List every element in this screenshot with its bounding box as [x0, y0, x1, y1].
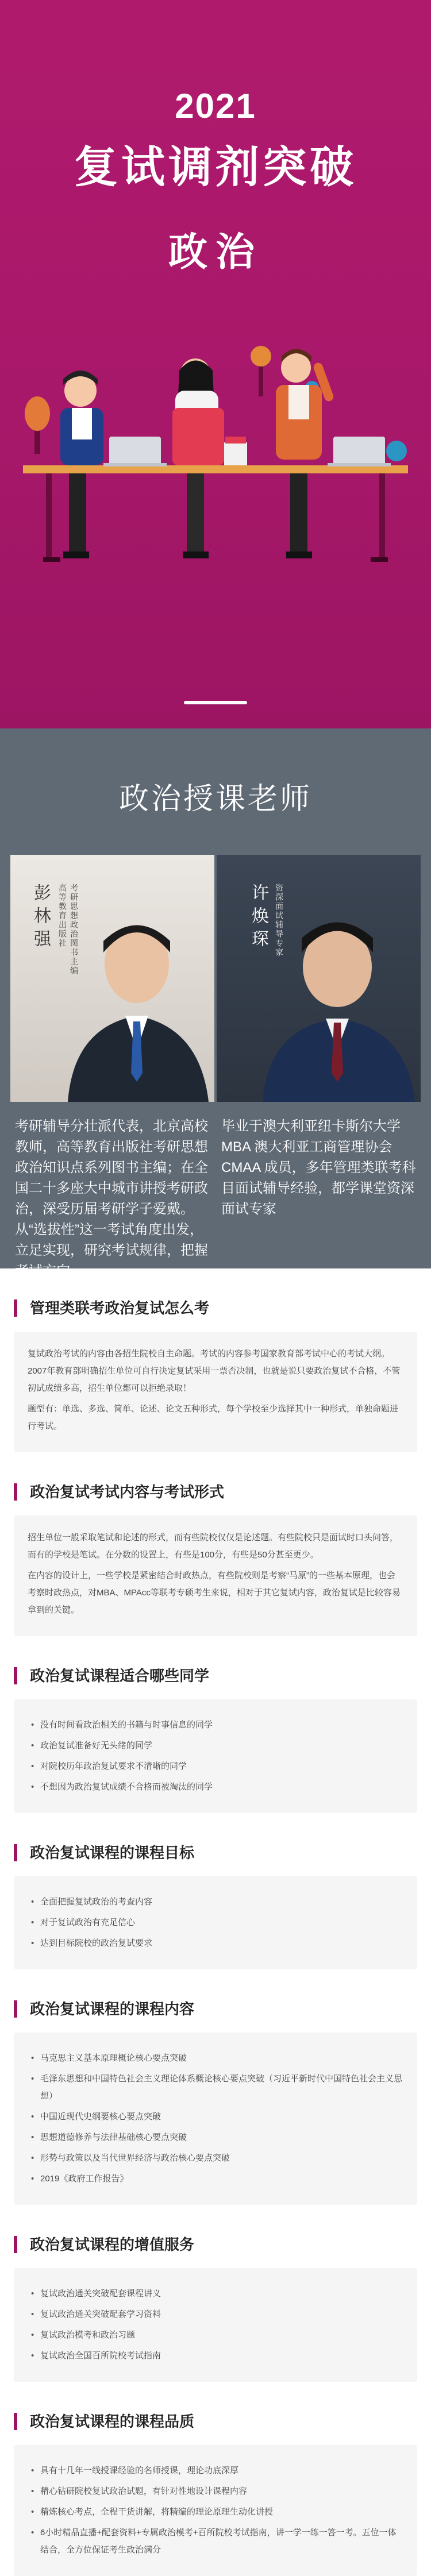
section-card-quality [14, 2445, 417, 2576]
office-team-illustration [23, 322, 408, 574]
list-item: • 复试政治通关突破配套课程讲义 [28, 2285, 403, 2303]
section-title-quality: 政治复试课程的课程品质 [14, 2413, 417, 2430]
paragraph: 招生单位一般采取笔试和论述的形式，而有些院校仅仅是论述题。有些院校只是面试时口头问答，而有的学校是笔试。在分数的设置上，有些是100分，有些是50分甚至更少。 [28, 1533, 399, 1560]
list-item: • 没有时间看政治相关的书籍与时事信息的同学 [28, 1717, 403, 1734]
list-item: • 对于复试政治有充足信心 [28, 1914, 403, 1931]
paragraph: 复试政治考试的内容由各招生院校自主命题。考试的内容参考国家教育部考试中心的考试大纲。2007年教育部明确招生单位可自行决定复试采用一票否决制，也就是说只要政治复试不合格，不管初试成绩多高，招生单位都可以拒绝录取！ [28, 1349, 401, 1393]
list-item: • 达到目标院校的政治复试要求 [28, 1935, 403, 1952]
section-title-exam: 管理类联考政治复试怎么考 [14, 1299, 417, 1317]
paragraph: 在内容的设计上，一些学校是紧密结合时政热点，有些院校则是考察“马原”的一些基本原理，也会考察时政热点，对MBA、MPAcc等联考专硕考生来说，相对于其它复试内容，政治复试是比较容易拿到的关键。 [28, 1571, 401, 1615]
section-card-content [14, 1515, 417, 1636]
hero-title: 复试调剂突破 [74, 143, 357, 192]
list-item: • 马克思主义基本原理概论核心要点突破 [28, 2050, 403, 2067]
course-content [0, 1299, 431, 2576]
paragraph: 题型有：单选、多选、简单、论述、论文五种形式，每个学校至少选择其中一种形式，单独命题进行考试。 [28, 1404, 399, 1431]
list-item: • 2019《政府工作报告》 [28, 2170, 403, 2188]
hero-divider [184, 701, 247, 704]
teacher-title-2: 考研思想政治图书主编 [70, 884, 79, 975]
hero-banner [0, 0, 431, 728]
list-item: • 政治复试准备好无头绪的同学 [28, 1737, 403, 1754]
hero-year: 2021 [175, 87, 256, 125]
list-item: • 不想因为政治复试成绩不合格而被淘汰的同学 [28, 1779, 403, 1796]
teachers-heading: 政治授课老师 [118, 782, 312, 816]
teacher-name: 彭林强 [31, 884, 50, 952]
section-title-audience: 政治复试课程适合哪些同学 [14, 1667, 417, 1684]
list-item: • 复试政治通关突破配套学习资料 [28, 2306, 403, 2323]
list-item: • 中国近现代史纲要核心要点突破 [28, 2108, 403, 2126]
list-item: • 复试政治模考和政治习题 [28, 2327, 403, 2344]
teacher-card-peng [10, 855, 214, 1279]
section-title-curriculum: 政治复试课程的课程内容 [14, 2000, 417, 2018]
section-card-exam [14, 1332, 417, 1452]
list-item: • 复试政治全国百所院校考试指南 [28, 2347, 403, 2365]
hero-subject: 政治 [168, 230, 263, 274]
list-item: • 6小时精品直播+配套资料+专属政治模考+百所院校考试指南，讲一学一练一答一考。五位一体结合，全方位保证考生政治满分 [28, 2524, 403, 2559]
section-title-services: 政治复试课程的增值服务 [14, 2236, 417, 2253]
section-card-goals [14, 1876, 417, 1969]
teachers-section [0, 728, 431, 1279]
teacher-description: 毕业于澳大利亚纽卡斯尔大学MBA 澳大利亚工商管理协会CMAA 成员，多年管理类联考科目面试辅导经验，都学课堂资深面试专家 [221, 1119, 416, 1217]
list-item: • 全面把握复试政治的考查内容 [28, 1894, 403, 1911]
section-card-curriculum [14, 2033, 417, 2205]
teacher-name: 许焕琛 [249, 884, 268, 952]
section-card-audience [14, 1699, 417, 1813]
section-title-content: 政治复试考试内容与考试形式 [14, 1483, 417, 1501]
teacher-title-1: 资深面试辅导专家 [275, 884, 284, 957]
section-title-goals: 政治复试课程的课程目标 [14, 1844, 417, 1861]
list-item: • 精心钻研院校复试政治试题，有针对性地设计课程内容 [28, 2483, 403, 2500]
teacher-title-1: 高等教育出版社 [58, 884, 67, 948]
list-item: • 形势与政策以及当代世界经济与政治核心要点突破 [28, 2150, 403, 2167]
list-item: • 具有十几年一线授课经验的名师授课，理论功底深厚 [28, 2462, 403, 2479]
teacher-card-xu [217, 855, 421, 1223]
teacher-description: 考研辅导分壮派代表，北京高校教师，高等教育出版社考研思想政治知识点系列图书主编；在全国二十多座大中城市讲授考研政治，深受历届考研学子爱戴。从“选拔性”这一考试角度出发，立足实现，研究考试规律，把握考试方向。 [15, 1119, 208, 1279]
list-item: • 对院校历年政治复试要求不清晰的同学 [28, 1758, 403, 1775]
list-item: • 思想道德修养与法律基础核心要点突破 [28, 2129, 403, 2146]
list-item: • 精炼核心考点，全程干货讲解，将精编的理论原理生动化讲授 [28, 2504, 403, 2521]
list-item: • 毛泽东思想和中国特色社会主义理论体系概论核心要点突破（习近平新时代中国特色社会主义思想） [28, 2070, 403, 2105]
section-card-services [14, 2268, 417, 2382]
